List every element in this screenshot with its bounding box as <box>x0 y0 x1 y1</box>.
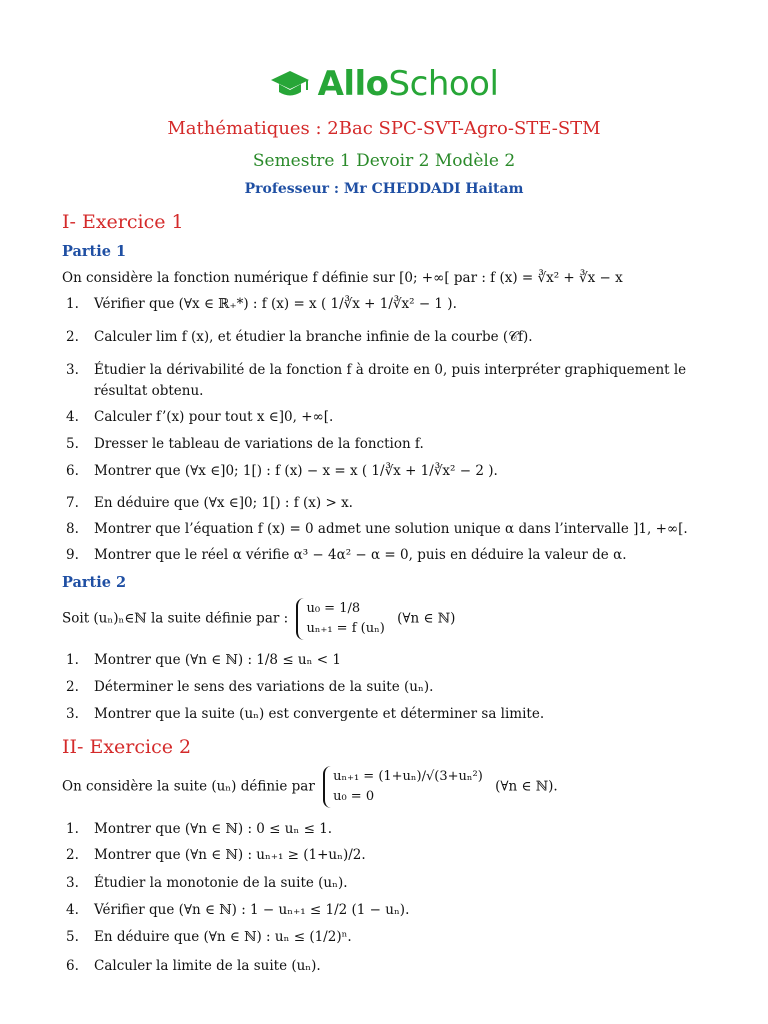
logo-text: AlloSchool <box>317 64 499 104</box>
list-item: 2. Déterminer le sens des variations de la suite (uₙ). <box>66 679 434 695</box>
page-title: Mathématiques : 2Bac SPC-SVT-Agro-STE-STM <box>167 118 601 139</box>
professor-name: Professeur : Mr CHEDDADI Haitam <box>244 181 524 197</box>
page-subtitle: Semestre 1 Devoir 2 Modèle 2 <box>252 151 516 171</box>
list-item: 9. Montrer que le réel α vérifie α³ − 4α² − α = 0, puis en déduire la valeur de α. <box>66 547 627 563</box>
list-item: 6. Calculer la limite de la suite (uₙ). <box>66 958 321 974</box>
exercise-2-title: II- Exercice 2 <box>62 736 192 758</box>
list-item: 4. Vérifier que (∀n ∈ ℕ) : 1 − uₙ₊₁ ≤ 1/2 (1 − uₙ). <box>66 902 410 918</box>
exercise-1-title: I- Exercice 1 <box>62 211 184 233</box>
list-item: 3. Étudier la monotonie de la suite (uₙ). <box>66 875 348 891</box>
alloschool-logo <box>0 64 768 104</box>
list-item: 1. Vérifier que (∀x ∈ ℝ₊*) : f (x) = x ( 1/∛x + 1/∛x² − 1 ). <box>66 296 457 312</box>
list-item: 1. Montrer que (∀n ∈ ℕ) : 0 ≤ uₙ ≤ 1. <box>66 821 333 837</box>
graduation-cap-icon <box>270 69 310 99</box>
list-item: 1. Montrer que (∀n ∈ ℕ) : 1/8 ≤ uₙ < 1 <box>66 652 341 668</box>
list-item: 6. Montrer que (∀x ∈]0; 1[) : f (x) − x = x ( 1/∛x + 1/∛x² − 2 ). <box>66 463 498 479</box>
sequence-system: u₀ = 1/8 uₙ₊₁ = f (uₙ) <box>296 598 384 640</box>
list-item: 2. Montrer que (∀n ∈ ℕ) : uₙ₊₁ ≥ (1+uₙ)/2. <box>66 847 366 863</box>
list-item: 3. Montrer que la suite (uₙ) est convergente et déterminer sa limite. <box>66 706 545 722</box>
part-1-intro: On considère la fonction numérique f définie sur [0; +∞[ par : f (x) = ∛x² + ∛x − x <box>62 270 623 286</box>
list-item: 3. Étudier la dérivabilité de la fonction f à droite en 0, puis interpréter graphiquement le résultat obtenu. <box>66 362 687 399</box>
list-item: 2. Calculer lim f (x), et étudier la branche infinie de la courbe (𝒞f). <box>66 329 533 345</box>
part-1-title: Partie 1 <box>62 243 127 260</box>
list-item: 4. Calculer f’(x) pour tout x ∈]0, +∞[. <box>66 409 334 425</box>
list-item: 5. En déduire que (∀n ∈ ℕ) : uₙ ≤ (1/2)ⁿ. <box>66 929 352 945</box>
sequence-system: uₙ₊₁ = (1+uₙ)/√(3+uₙ²) u₀ = 0 <box>323 766 483 808</box>
list-item: 5. Dresser le tableau de variations de la fonction f. <box>66 436 424 452</box>
exercise-2-intro: On considère la suite (uₙ) définie par uₙ₊₁ = (1+uₙ)/√(3+uₙ²) u₀ = 0 (∀n ∈ ℕ). <box>62 766 718 808</box>
list-item: 8. Montrer que l’équation f (x) = 0 admet une solution unique α dans l’intervalle ]1, +∞[. <box>66 521 688 537</box>
list-item: 7. En déduire que (∀x ∈]0; 1[) : f (x) > x. <box>66 495 353 511</box>
part-2-intro: Soit (uₙ)ₙ∈ℕ la suite définie par : u₀ = 1/8 uₙ₊₁ = f (uₙ) (∀n ∈ ℕ) <box>62 598 718 640</box>
part-2-title: Partie 2 <box>62 574 127 591</box>
